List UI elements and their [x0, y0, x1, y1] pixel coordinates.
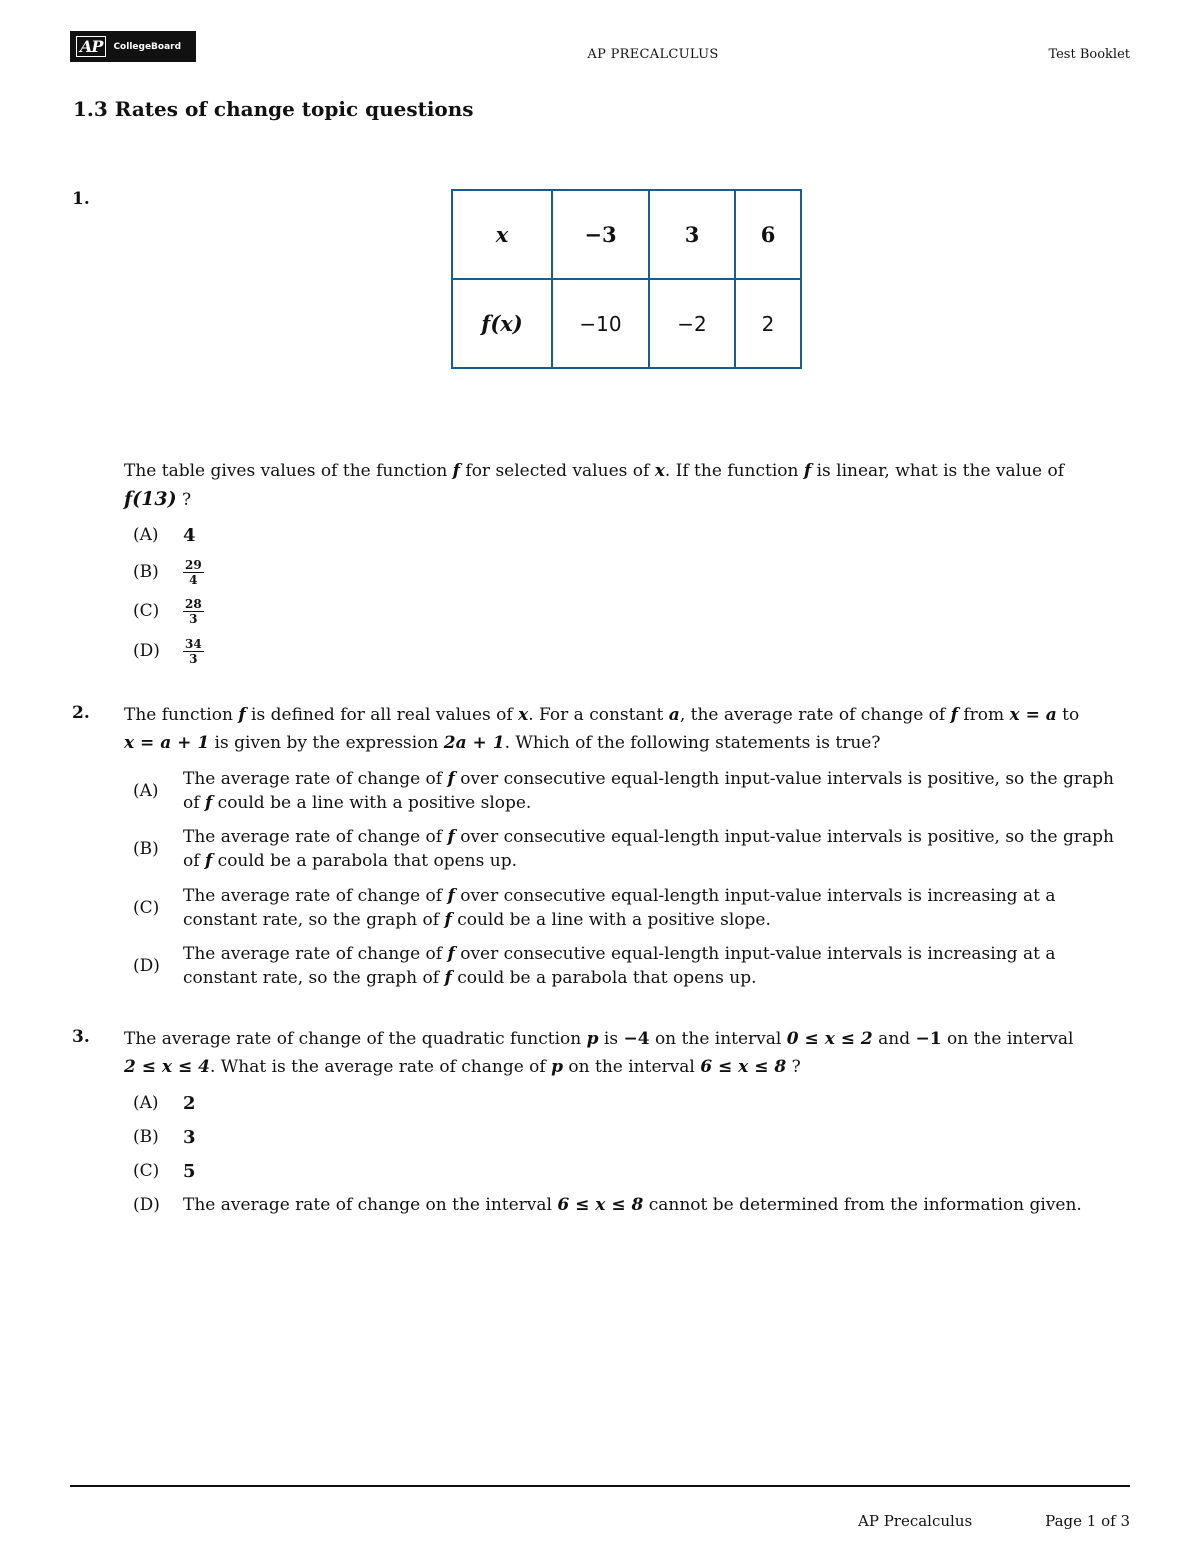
q2-option-b[interactable]: [133, 825, 1123, 873]
option-text-part: The average rate of change of: [183, 827, 448, 847]
option-label: (B): [133, 562, 159, 582]
math-x-equals-a-plus-1: x = a + 1: [124, 733, 210, 753]
q3-stem-text: ?: [786, 1057, 801, 1077]
option-text-part: could be a line with a positive slope.: [451, 910, 771, 930]
math-f: f: [447, 827, 455, 847]
q2-stem-text: The function: [124, 705, 239, 725]
math-f13: f(13): [124, 488, 177, 510]
fraction-denominator: 3: [189, 611, 198, 626]
math-neg-1: −1: [915, 1029, 942, 1049]
math-interval-0-2: 0 ≤ x ≤ 2: [786, 1029, 873, 1049]
option-text-part: The average rate of change on the interval: [183, 1195, 558, 1215]
option-label: (A): [133, 525, 159, 545]
math-f: f: [803, 461, 812, 481]
option-label: (D): [133, 1195, 160, 1215]
fraction-numerator: 29: [185, 557, 202, 572]
q2-option-a[interactable]: [133, 767, 1123, 815]
math-a: a: [668, 705, 680, 725]
math-p: p: [551, 1057, 563, 1077]
q1-option-a[interactable]: [133, 522, 196, 548]
math-neg-4: −4: [623, 1029, 650, 1049]
math-2a-plus-1: 2a + 1: [443, 733, 505, 753]
q1-stem-text: for selected values of: [460, 461, 655, 481]
q3-stem: [124, 1025, 1124, 1081]
q2-stem-text: . For a constant: [528, 705, 669, 725]
math-interval-6-8: 6 ≤ x ≤ 8: [557, 1195, 644, 1215]
math-f: f: [238, 705, 246, 725]
math-x-equals-a: x = a: [1009, 705, 1057, 725]
q1-option-c[interactable]: [133, 596, 204, 626]
q1-option-b[interactable]: [133, 557, 204, 587]
header-test-booklet: Test Booklet: [1048, 47, 1130, 62]
logo-ap-text: AP: [76, 36, 106, 57]
option-text-part: over consecutive equal-length input-value intervals is increasing at a constant rate, so the graph of: [183, 944, 1056, 988]
q1-values-table: [451, 189, 802, 369]
q3-stem-text: is: [598, 1029, 624, 1049]
q1-stem-text: . If the function: [664, 461, 804, 481]
q3-option-a[interactable]: [133, 1090, 196, 1116]
q1-stem-text: The table gives values of the function: [124, 461, 453, 481]
fraction-denominator: 3: [189, 651, 198, 666]
math-f: f: [444, 968, 452, 988]
q3-stem-text: The average rate of change of the quadratic function: [124, 1029, 587, 1049]
q3-stem-text: on the interval: [649, 1029, 787, 1049]
option-text: [183, 767, 1123, 815]
option-label: (B): [133, 1127, 159, 1147]
logo-collegeboard-text: CollegeBoard: [113, 41, 182, 52]
page-title: 1.3 Rates of change topic questions: [73, 97, 474, 121]
q3-stem-text: . What is the average rate of change of: [209, 1057, 552, 1077]
option-text-part: could be a parabola that opens up.: [451, 968, 757, 988]
option-value: 5: [183, 1160, 196, 1182]
q1-number: 1.: [72, 189, 90, 209]
option-text-part: could be a line with a positive slope.: [212, 793, 532, 813]
option-value: 4: [183, 524, 196, 546]
q1-option-d[interactable]: [133, 636, 204, 666]
fraction-numerator: 34: [185, 636, 202, 651]
option-text-part: The average rate of change of: [183, 886, 448, 906]
option-text-part: cannot be determined from the information given.: [643, 1195, 1082, 1215]
q2-stem-text: , the average rate of change of: [679, 705, 951, 725]
q2-stem-text: is defined for all real values of: [245, 705, 519, 725]
option-label: (A): [133, 1093, 159, 1113]
option-label: (C): [133, 601, 160, 621]
table-row: [452, 190, 801, 279]
math-f: f: [447, 886, 455, 906]
q1-stem-text: is linear, what is the value of: [811, 461, 1065, 481]
table-cell: 6: [735, 190, 801, 279]
math-f: f: [447, 769, 455, 789]
footer-course: AP Precalculus: [858, 1512, 973, 1530]
option-label: (C): [133, 898, 160, 918]
math-f: f: [447, 944, 455, 964]
math-f: f: [444, 910, 452, 930]
option-text-part: The average rate of change of: [183, 769, 448, 789]
option-text-part: over consecutive equal-length input-value intervals is positive, so the graph of: [183, 769, 1114, 813]
option-label: (A): [133, 781, 159, 801]
q2-number: 2.: [72, 703, 90, 723]
option-text-part: over consecutive equal-length input-value intervals is positive, so the graph of: [183, 827, 1114, 871]
q3-option-c[interactable]: [133, 1158, 196, 1184]
math-f: f: [204, 793, 213, 813]
q2-stem-text: . Which of the following statements is true?: [504, 733, 881, 753]
table-cell: 2: [735, 279, 801, 368]
option-label: (D): [133, 641, 160, 661]
table-cell: 3: [649, 190, 735, 279]
table-cell: −3: [552, 190, 649, 279]
header-course-title: AP PRECALCULUS: [587, 47, 719, 62]
q3-number: 3.: [72, 1027, 90, 1047]
q3-stem-text: on the interval: [941, 1029, 1074, 1049]
math-f: f: [950, 705, 958, 725]
table-cell: −2: [649, 279, 735, 368]
q2-option-d[interactable]: [133, 942, 1123, 990]
option-value: 3: [183, 1126, 196, 1148]
math-p: p: [586, 1029, 599, 1049]
math-f: f: [452, 461, 460, 481]
option-label: (B): [133, 839, 159, 859]
table-row: [452, 279, 801, 368]
math-x: x: [518, 705, 529, 725]
q1-stem-text: ?: [176, 490, 192, 510]
option-label: (D): [133, 956, 160, 976]
option-text-part: The average rate of change of: [183, 944, 448, 964]
option-value: 2: [183, 1092, 196, 1114]
footer-page-number: Page 1 of 3: [1045, 1512, 1130, 1530]
option-text: [183, 1195, 1082, 1215]
q2-stem: [124, 701, 1124, 757]
option-text: [183, 884, 1123, 932]
q2-stem-text: is given by the expression: [209, 733, 444, 753]
fraction: [183, 559, 204, 586]
q2-stem-text: from: [957, 705, 1010, 725]
option-text-part: over consecutive equal-length input-value intervals is increasing at a constant rate, so the graph of: [183, 886, 1056, 930]
table-cell: f(x): [452, 279, 552, 368]
option-label: (C): [133, 1161, 160, 1181]
math-f: f: [204, 851, 213, 871]
fraction: [183, 598, 204, 625]
option-text-part: could be a parabola that opens up.: [212, 851, 517, 871]
table-cell: −10: [552, 279, 649, 368]
q3-stem-text: and: [872, 1029, 916, 1049]
option-text: [183, 825, 1123, 873]
option-text: [183, 942, 1123, 990]
q3-stem-text: on the interval: [563, 1057, 701, 1077]
fraction-numerator: 28: [185, 596, 202, 611]
q1-stem: [124, 457, 1114, 514]
math-interval-6-8: 6 ≤ x ≤ 8: [700, 1057, 787, 1077]
math-interval-2-4: 2 ≤ x ≤ 4: [124, 1057, 210, 1077]
q3-option-d[interactable]: [133, 1192, 1082, 1218]
footer-divider: [70, 1485, 1130, 1487]
q2-stem-text: to: [1056, 705, 1080, 725]
math-x: x: [654, 461, 665, 481]
table-cell: x: [452, 190, 552, 279]
q2-option-c[interactable]: [133, 884, 1123, 932]
fraction-denominator: 4: [189, 572, 198, 587]
fraction: [183, 638, 204, 665]
q3-option-b[interactable]: [133, 1124, 196, 1150]
